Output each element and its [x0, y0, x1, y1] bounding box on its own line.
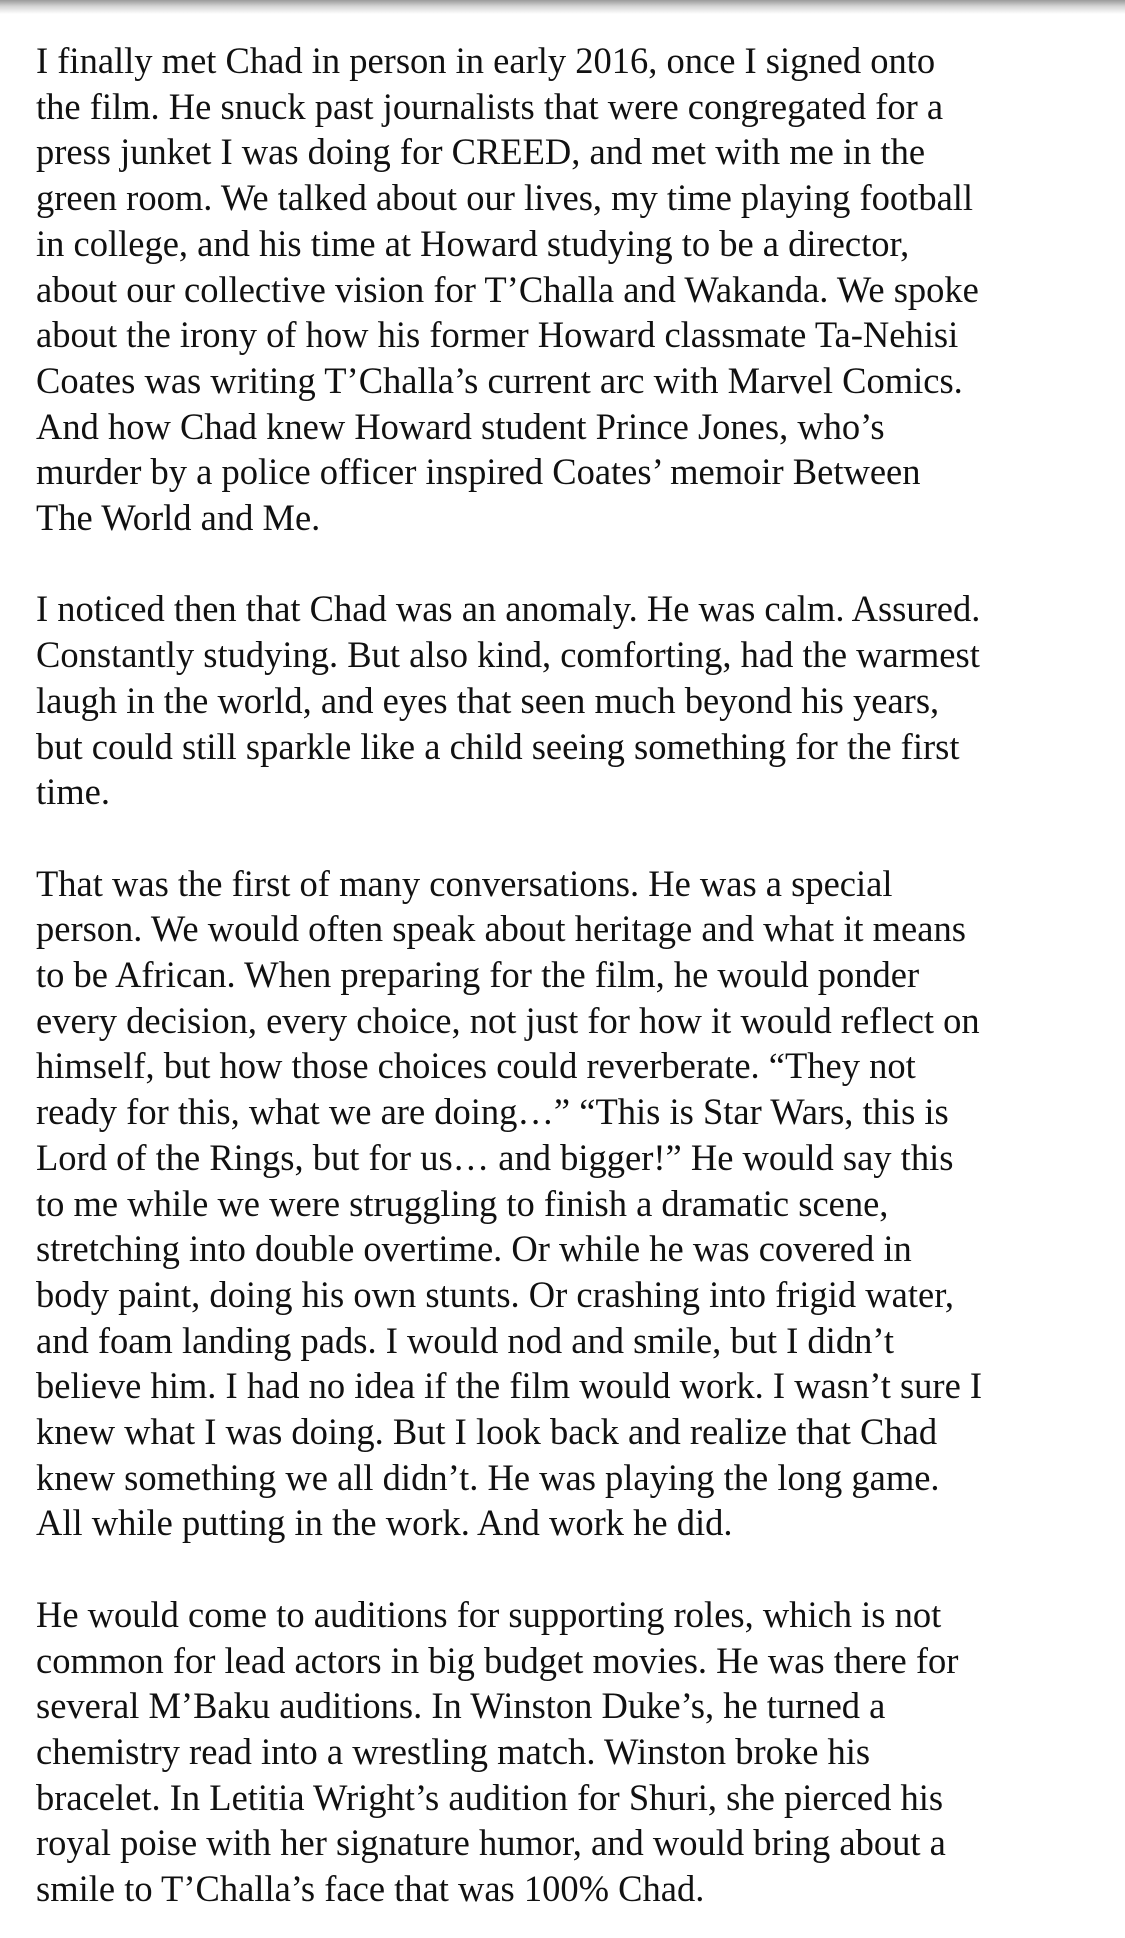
paragraph-meeting-chad: I finally met Chad in person in early 2016, once I signed onto the film. He snuck past journalists that were congregated for a press junket I was doing for CREED, and met with me in the green room. We talked about our lives, my time playing football in college, and his time at Howard studying to be a director, about our collective vision for T’Challa and Wakanda. We spoke about the irony of how his former Howard classmate Ta-Nehisi Coates was writing T’Challa’s current arc with Marvel Comics. And how Chad knew Howard student Prince Jones, who’s murder by a police officer inspired Coates’ memoir Between The World and Me.: [36, 40, 979, 539]
paragraph-conversations: That was the first of many conversations. He was a special person. We would often speak about heritage and what it means to be African. When preparing for the film, he would ponder every decision, every choice, not just for how it would reflect on himself, but how those choices could reverberate. “They not ready for this, what we are doing…” “This is Star Wars, this is Lord of the Rings, but for us… and bigger!” He would say this to me while we were struggling to finish a dramatic scene, stretching into double overtime. Or while he was covered in body paint, doing his own stunts. Or crashing into frigid water, and foam landing pads. I would nod and smile, but I didn’t believe him. I had no idea if the film would work. I wasn’t sure I knew what I was doing. But I look back and realize that Chad knew something we all didn’t. He was playing the long game. All while putting in the work. And work he did.: [36, 862, 983, 1544]
paragraph-auditions: He would come to auditions for supporting roles, which is not common for lead actors in big budget movies. He was there for several M’Baku auditions. In Winston Duke’s, he turned a chemistry read into a wrestling match. Winston broke his bracelet. In Letitia Wright’s audition for Shuri, she pierced his royal poise with her signature humor, and would bring about a smile to T’Challa’s face that was 100% Chad.: [36, 1593, 959, 1910]
paragraph-anomaly: I noticed then that Chad was an anomaly. He was calm. Assured. Constantly studying. But also kind, comforting, had the warmest laugh in the world, and eyes that seen much beyond his years, but could still sparkle like a child seeing something for the first time.: [36, 588, 981, 813]
top-edge-shadow: [0, 0, 1125, 14]
document-body: [36, 38, 1096, 1912]
